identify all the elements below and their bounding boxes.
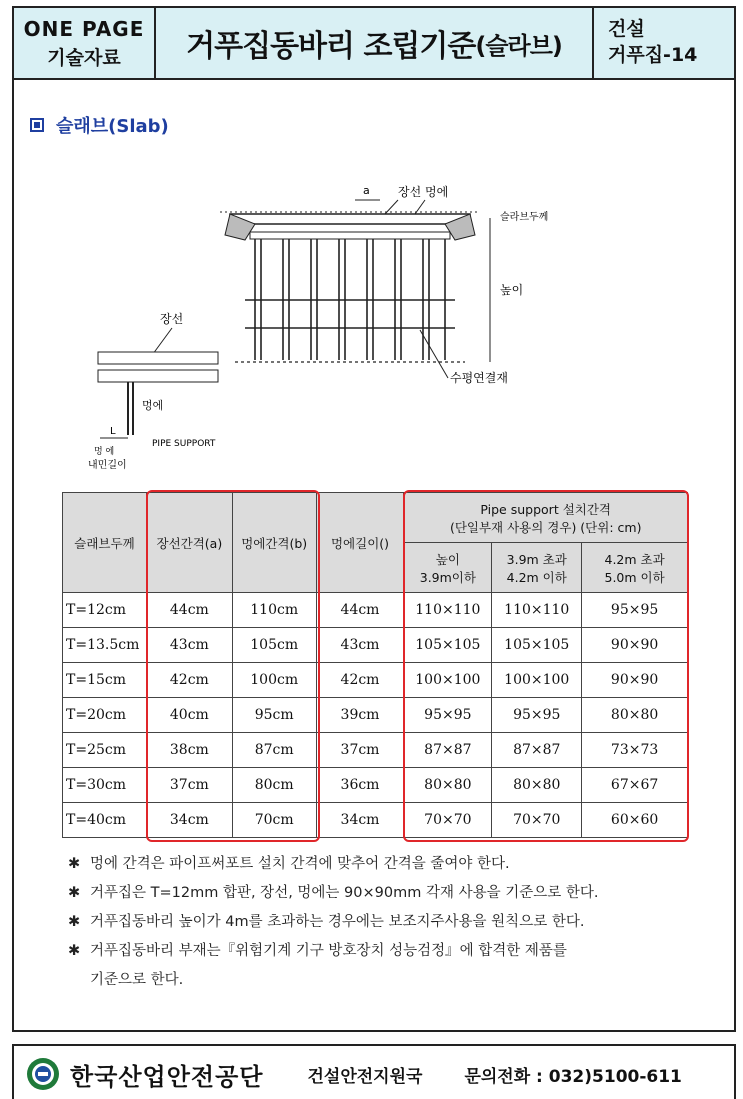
table-cell: 70cm: [232, 803, 316, 838]
table-cell: 39cm: [316, 698, 404, 733]
label-a: a: [363, 184, 370, 197]
col-header-beam-length: 멍에길이(): [316, 493, 404, 593]
table-cell: 44cm: [146, 593, 232, 628]
page-footer: [12, 1044, 736, 1099]
table-row: [63, 768, 688, 803]
label-height: 높이: [500, 283, 524, 297]
table-cell: 38cm: [146, 733, 232, 768]
note-item: [68, 908, 732, 937]
note-text: 거푸집동바리 부재는『위험기계 기구 방호장치 성능검정』에 합격한 제품를: [90, 943, 567, 959]
page-header: [12, 6, 736, 80]
col-header-beam-spacing: 멍에간격(b): [232, 493, 316, 593]
table-cell: 90×90: [582, 663, 688, 698]
table-cell: 105×105: [492, 628, 582, 663]
asterisk-icon: ✱: [68, 943, 81, 959]
pipe-support-title-2: (단일부재 사용의 경우) (단위: cm): [449, 519, 642, 535]
label-meonge-small: 멍 에: [94, 447, 115, 457]
table-cell: 36cm: [316, 768, 404, 803]
table-cell: 110×110: [492, 593, 582, 628]
page-title: [156, 8, 592, 78]
col-header-height-1: [404, 543, 492, 593]
note-text: 거푸집동바리 높이가 4m를 초과하는 경우에는 보조지주사용을 원칙으로 한다.: [90, 914, 585, 930]
table-cell: 110cm: [232, 593, 316, 628]
asterisk-icon: ✱: [68, 914, 81, 930]
slab-spec-table: [62, 492, 688, 838]
asterisk-icon: ✱: [68, 885, 81, 901]
table-cell: 87×87: [492, 733, 582, 768]
table-cell: 60×60: [582, 803, 688, 838]
h1-line1: 높이: [435, 551, 460, 567]
table-row: [63, 733, 688, 768]
table-cell: T=25cm: [63, 733, 147, 768]
label-L: L: [110, 426, 116, 437]
h3-line2: 5.0m 이하: [604, 569, 665, 585]
col-header-height-3: [582, 543, 688, 593]
h1-line2: 3.9m이하: [419, 569, 476, 585]
table-cell: 43cm: [316, 628, 404, 663]
table-cell: 100×100: [492, 663, 582, 698]
header-category: 건설: [608, 18, 645, 41]
table-cell: T=15cm: [63, 663, 147, 698]
table-cell: 80cm: [232, 768, 316, 803]
table-cell: 95cm: [232, 698, 316, 733]
header-category-block: [592, 8, 734, 78]
table-cell: 37cm: [316, 733, 404, 768]
table-row: [63, 628, 688, 663]
table-cell: T=13.5cm: [63, 628, 147, 663]
label-pipe-support: PIPE SUPPORT: [152, 439, 216, 449]
col-header-slab-thickness: 슬래브두께: [63, 493, 147, 593]
table-cell: 70×70: [492, 803, 582, 838]
h2-line1: 3.9m 초과: [506, 551, 567, 567]
table-cell: 87×87: [404, 733, 492, 768]
label-jangseon: 장선: [160, 312, 184, 326]
note-item: [68, 937, 732, 966]
table-cell: 44cm: [316, 593, 404, 628]
col-header-pipe-support: [404, 493, 688, 543]
col-header-joist-spacing: 장선간격(a): [146, 493, 232, 593]
table-cell: 43cm: [146, 628, 232, 663]
table-cell: T=12cm: [63, 593, 147, 628]
table-cell: 100×100: [404, 663, 492, 698]
header-label-block: [14, 8, 156, 78]
table-cell: 95×95: [492, 698, 582, 733]
square-bullet-icon: [30, 118, 44, 132]
section-title: [30, 112, 169, 138]
note-item: [68, 850, 732, 879]
table-cell: 90×90: [582, 628, 688, 663]
kosha-logo-icon: [26, 1057, 60, 1091]
table-cell: 67×67: [582, 768, 688, 803]
slab-outline: [230, 214, 470, 224]
header-one-page: ONE PAGE: [23, 16, 145, 41]
department-name: 건설안전지원국: [307, 1066, 423, 1087]
table-cell: 37cm: [146, 768, 232, 803]
table-row: [63, 663, 688, 698]
table-cell: 110×110: [404, 593, 492, 628]
note-text: 멍에 간격은 파이프써포트 설치 간격에 맞추어 간격을 줄여야 한다.: [90, 856, 510, 872]
label-slab-thickness: 슬라브두께: [500, 212, 549, 223]
org-name: 한국산업안전공단: [70, 1062, 264, 1091]
table-cell: 40cm: [146, 698, 232, 733]
page-title-sub: (슬라브): [475, 31, 562, 60]
col-header-height-2: [492, 543, 582, 593]
label-inner-length: 내민길이: [88, 460, 127, 471]
contact-phone: 문의전화 : 032)5100-611: [464, 1066, 682, 1087]
table-cell: 70×70: [404, 803, 492, 838]
note-text: 거푸집은 T=12mm 합판, 장선, 멍에는 90×90mm 각재 사용을 기준으로 한다.: [90, 885, 599, 901]
detail-beam: [98, 370, 218, 382]
table-cell: 95×95: [582, 593, 688, 628]
table-cell: 34cm: [316, 803, 404, 838]
note-item: [68, 879, 732, 908]
table-cell: 80×80: [492, 768, 582, 803]
label-meonge: 멍에: [142, 399, 164, 412]
header-tech-doc: 기술자료: [47, 46, 121, 69]
table-row: [63, 698, 688, 733]
table-cell: 105cm: [232, 628, 316, 663]
notes-list: [68, 850, 732, 995]
table-cell: T=30cm: [63, 768, 147, 803]
table-cell: 87cm: [232, 733, 316, 768]
h3-line1: 4.2m 초과: [604, 551, 665, 567]
table-row: [63, 803, 688, 838]
spec-table-body: [63, 593, 688, 838]
label-horizontal-tie: 수평연결재: [450, 371, 508, 385]
table-cell: 105×105: [404, 628, 492, 663]
header-doc-number: 거푸집-14: [608, 44, 698, 66]
note-continuation: 기준으로 한다.: [90, 972, 184, 988]
table-cell: 73×73: [582, 733, 688, 768]
table-row: [63, 593, 688, 628]
table-cell: 100cm: [232, 663, 316, 698]
pipe-support-title-1: Pipe support 설치간격: [480, 501, 611, 517]
table-cell: T=40cm: [63, 803, 147, 838]
label-jangseon-meonge: 장선 멍에: [398, 185, 449, 199]
table-cell: 95×95: [404, 698, 492, 733]
table-cell: 80×80: [582, 698, 688, 733]
slab-formwork-diagram: [80, 180, 600, 480]
section-title-text: 슬래브(Slab): [56, 116, 169, 137]
detail-joist: [98, 352, 218, 364]
table-cell: 42cm: [316, 663, 404, 698]
asterisk-icon: ✱: [68, 856, 81, 872]
table-cell: 42cm: [146, 663, 232, 698]
page-title-main: 거푸집동바리 조립기준: [186, 29, 476, 64]
table-cell: T=20cm: [63, 698, 147, 733]
table-cell: 80×80: [404, 768, 492, 803]
table-cell: 34cm: [146, 803, 232, 838]
beam-meonge: [250, 232, 450, 239]
h2-line2: 4.2m 이하: [506, 569, 567, 585]
